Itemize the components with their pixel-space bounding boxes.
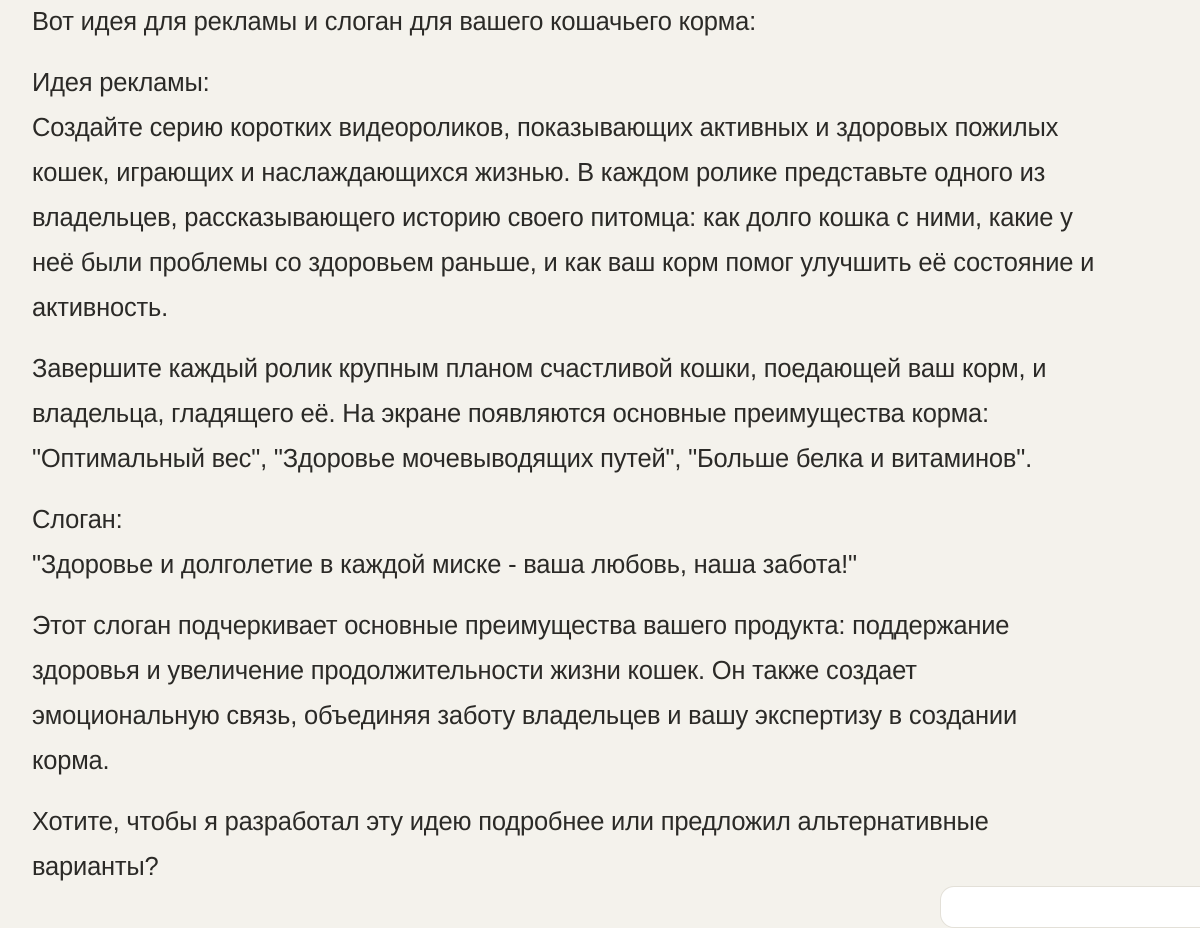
question-line: Хотите, чтобы я разработал эту идею подробнее или предложил альтернативные xyxy=(32,808,989,836)
idea-line: активность. xyxy=(32,294,168,322)
slogan-text: "Здоровье и долголетие в каждой миске - ваша любовь, наша забота!" xyxy=(32,551,857,579)
finish-line: Завершите каждый ролик крупным планом счастливой кошки, поедающей ваш корм, и xyxy=(32,355,1047,383)
finish-line: владельца, гладящего её. На экране появляются основные преимущества корма: xyxy=(32,400,989,428)
explanation-line: Этот слоган подчеркивает основные преимущества вашего продукта: поддержание xyxy=(32,612,1010,640)
explanation-line: эмоциональную связь, объединяя заботу владельцев и вашу экспертизу в создании xyxy=(32,702,1018,730)
idea-heading: Идея рекламы: xyxy=(32,69,210,97)
input-box-edge[interactable] xyxy=(940,886,1200,928)
idea-line: Создайте серию коротких видеороликов, показывающих активных и здоровых пожилых xyxy=(32,114,1059,142)
explanation-line: корма. xyxy=(32,747,110,775)
slogan-heading: Слоган: xyxy=(32,506,123,534)
message-intro: Вот идея для рекламы и слоган для вашего кошачьего корма: xyxy=(32,8,756,36)
question-line: варианты? xyxy=(32,853,159,881)
finish-line: "Оптимальный вес", "Здоровье мочевыводящих путей", "Больше белка и витаминов". xyxy=(32,445,1032,473)
idea-line: неё были проблемы со здоровьем раньше, и как ваш корм помог улучшить её состояние и xyxy=(32,249,1095,277)
assistant-message xyxy=(32,0,1172,890)
idea-line: владельцев, рассказывающего историю своего питомца: как долго кошка с ними, какие у xyxy=(32,204,1073,232)
explanation-line: здоровья и увеличение продолжительности жизни кошек. Он также создает xyxy=(32,657,917,685)
idea-line: кошек, играющих и наслаждающихся жизнью. В каждом ролике представьте одного из xyxy=(32,159,1046,187)
